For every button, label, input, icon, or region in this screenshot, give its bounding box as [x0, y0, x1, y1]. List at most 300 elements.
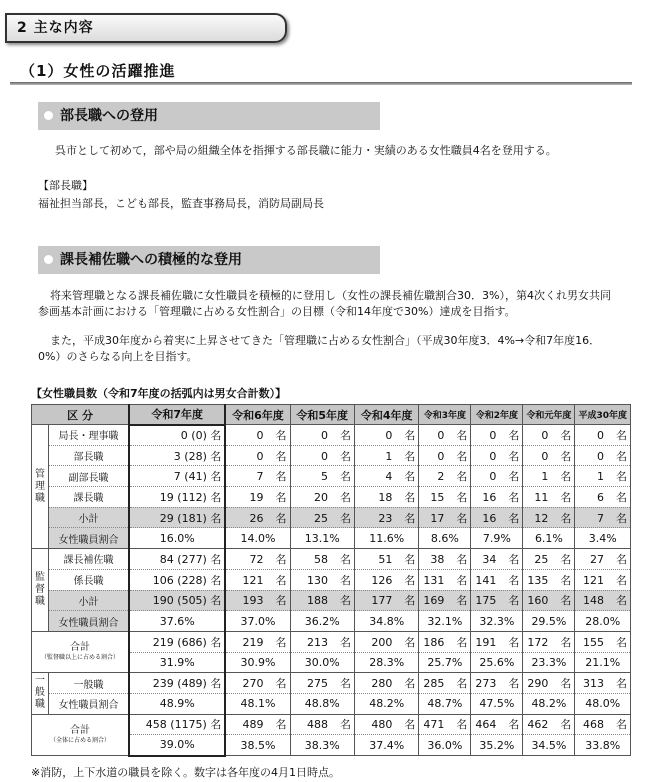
unit-text: 名 — [508, 594, 520, 608]
unit-text: 名 — [508, 428, 520, 442]
row-label: 課長補佐職 — [49, 549, 130, 570]
unit-text: 名 — [404, 490, 416, 504]
unit-text: 名 — [508, 573, 520, 587]
ratio-cell: 36.0% — [419, 735, 471, 756]
group-label: 一 般 職 — [32, 673, 49, 714]
table-header: 令和2年度 — [471, 405, 523, 425]
value-cell — [471, 507, 523, 528]
value-cell — [354, 445, 418, 466]
subsection-underline — [10, 82, 632, 85]
value-cell — [471, 569, 523, 590]
ratio-cell: 48.9% — [129, 693, 225, 714]
unit-text: 名 — [616, 428, 627, 442]
unit-text: 名 — [456, 677, 468, 691]
value-text: 58 — [313, 552, 328, 566]
value-text: 16 — [482, 490, 497, 504]
value-text: 464 — [475, 718, 497, 732]
value-cell — [354, 569, 418, 590]
value-text: 458 (1175) — [145, 718, 207, 732]
value-text: 200 — [371, 635, 393, 649]
unit-text: 名 — [508, 470, 520, 484]
row-label — [32, 631, 130, 672]
value-cell — [419, 549, 471, 570]
unit-text: 名 — [275, 449, 287, 463]
value-text: 1 — [541, 470, 549, 484]
row-label: 女性職員割合 — [49, 693, 130, 714]
value-text: 0 — [437, 428, 445, 442]
unit-text: 名 — [206, 594, 222, 608]
unit-text: 名 — [508, 490, 520, 504]
value-cell — [129, 569, 225, 590]
table-header: 令和5年度 — [290, 405, 354, 425]
ratio-cell: 25.7% — [419, 652, 471, 673]
table-row — [32, 507, 631, 528]
value-cell — [471, 714, 523, 735]
value-text: 1 — [385, 449, 393, 463]
value-text: 23 — [378, 511, 393, 525]
group-label: 管 理 職 — [32, 425, 49, 549]
unit-text: 名 — [616, 573, 627, 587]
unit-text: 名 — [456, 449, 468, 463]
paragraph-2: 将来管理職となる課長補佐職に女性職員を積極的に登用し（女性の課長補佐職割合30．3%），第4次くれ男女共同参画基本計画における「管理職に占める女性割合」の目標（令和14年度で30%）達成を目指す。 — [38, 289, 611, 318]
group-label: 監 督 職 — [32, 549, 49, 632]
value-text: 7 — [256, 470, 264, 484]
value-cell — [523, 466, 575, 487]
value-cell — [471, 425, 523, 446]
value-cell — [129, 549, 225, 570]
table-row — [32, 549, 631, 570]
unit-text: 名 — [339, 573, 351, 587]
value-text: 15 — [430, 490, 445, 504]
value-text: 29 (181) — [159, 511, 207, 525]
value-cell — [419, 569, 471, 590]
value-text: 141 — [475, 573, 497, 587]
table-header: 令和6年度 — [225, 405, 290, 425]
value-text: 155 — [583, 635, 604, 649]
value-text: 0 — [320, 449, 328, 463]
ratio-cell: 8.6% — [419, 528, 471, 549]
value-text: 3 (28) — [173, 449, 207, 463]
unit-text: 名 — [275, 718, 287, 732]
unit-text: 名 — [616, 490, 627, 504]
unit-text: 名 — [339, 470, 351, 484]
ratio-cell: 48.7% — [419, 693, 471, 714]
unit-text: 名 — [275, 594, 287, 608]
table-header: 令和元年度 — [523, 405, 575, 425]
value-text: 0 (0) — [180, 429, 207, 443]
unit-text: 名 — [339, 552, 351, 566]
value-text: 11 — [534, 490, 549, 504]
unit-text: 名 — [560, 573, 572, 587]
value-cell — [471, 466, 523, 487]
value-cell — [225, 549, 290, 570]
row-label: 小計 — [49, 507, 130, 528]
unit-text: 名 — [616, 718, 627, 732]
unit-text: 名 — [456, 573, 468, 587]
value-text: 25 — [313, 511, 328, 525]
ratio-cell: 28.3% — [354, 652, 418, 673]
unit-text: 名 — [206, 573, 222, 587]
value-cell — [354, 673, 418, 694]
value-text: 285 — [423, 677, 445, 691]
value-text: 177 — [371, 594, 393, 608]
unit-text: 名 — [404, 635, 416, 649]
row-label: 副部長職 — [49, 466, 130, 487]
unit-text: 名 — [560, 552, 572, 566]
ratio-cell: 32.1% — [419, 611, 471, 632]
unit-text: 名 — [560, 594, 572, 608]
unit-text: 名 — [456, 428, 468, 442]
value-text: 280 — [371, 677, 393, 691]
value-text: 4 — [385, 470, 393, 484]
value-text: 191 — [475, 635, 497, 649]
ratio-cell: 31.9% — [129, 652, 225, 673]
value-text: 213 — [306, 635, 328, 649]
value-cell — [225, 673, 290, 694]
unit-text: 名 — [616, 470, 627, 484]
unit-text: 名 — [404, 511, 416, 525]
unit-text: 名 — [508, 635, 520, 649]
ratio-cell: 48.2% — [354, 693, 418, 714]
unit-text: 名 — [339, 428, 351, 442]
value-cell — [354, 425, 418, 446]
value-text: 188 — [306, 594, 328, 608]
value-cell — [225, 569, 290, 590]
table-row — [32, 425, 631, 446]
unit-text: 名 — [560, 470, 572, 484]
unit-text: 名 — [456, 594, 468, 608]
unit-text: 名 — [206, 490, 222, 504]
unit-text: 名 — [404, 677, 416, 691]
table-header: 令和3年度 — [419, 405, 471, 425]
unit-text: 名 — [616, 677, 627, 691]
ratio-cell: 34.5% — [523, 735, 575, 756]
unit-text: 名 — [560, 428, 572, 442]
value-text: 0 — [541, 428, 549, 442]
value-text: 20 — [313, 490, 328, 504]
ratio-cell: 21.1% — [575, 652, 631, 673]
value-text: 190 (505) — [152, 594, 207, 608]
value-text: 0 — [320, 428, 328, 442]
unit-text: 名 — [275, 635, 287, 649]
table-header: 令和4年度 — [354, 405, 418, 425]
unit-text: 名 — [456, 511, 468, 525]
value-cell — [129, 487, 225, 508]
value-cell — [290, 673, 354, 694]
value-text: 131 — [423, 573, 445, 587]
bullet-icon — [44, 255, 53, 264]
value-cell — [354, 466, 418, 487]
value-text: 0 — [489, 449, 497, 463]
ratio-cell: 23.3% — [523, 652, 575, 673]
value-text: 25 — [534, 552, 549, 566]
value-text: 16 — [482, 511, 497, 525]
ratio-cell: 36.2% — [290, 611, 354, 632]
value-text: 193 — [242, 594, 264, 608]
value-cell — [354, 507, 418, 528]
unit-text: 名 — [404, 718, 416, 732]
unit-text: 名 — [206, 677, 222, 691]
value-cell — [354, 590, 418, 611]
value-text: 169 — [423, 594, 445, 608]
unit-text: 名 — [206, 718, 222, 732]
value-cell — [225, 507, 290, 528]
table-row — [32, 631, 631, 652]
ratio-cell: 13.1% — [290, 528, 354, 549]
value-text: 0 — [256, 449, 264, 463]
ratio-cell: 32.3% — [471, 611, 523, 632]
value-text: 0 — [489, 428, 497, 442]
value-cell — [523, 487, 575, 508]
unit-text: 名 — [616, 552, 627, 566]
value-cell — [354, 631, 418, 652]
unit-text: 名 — [456, 635, 468, 649]
unit-text: 名 — [206, 511, 222, 525]
value-cell — [523, 631, 575, 652]
ratio-cell: 33.8% — [575, 735, 631, 756]
bar-heading-2 — [38, 246, 380, 274]
value-cell — [290, 445, 354, 466]
unit-text: 名 — [275, 677, 287, 691]
value-cell — [290, 569, 354, 590]
unit-text: 名 — [206, 552, 222, 566]
value-cell — [290, 466, 354, 487]
row-sublabel: （監督職以上に占める割合） — [41, 654, 120, 662]
unit-text: 名 — [560, 511, 572, 525]
unit-text: 名 — [339, 594, 351, 608]
post-label: 【部長職】 — [38, 179, 93, 192]
ratio-cell: 30.9% — [225, 652, 290, 673]
unit-text: 名 — [560, 635, 572, 649]
ratio-cell: 38.5% — [225, 735, 290, 756]
unit-text: 名 — [275, 511, 287, 525]
value-cell — [523, 425, 575, 446]
value-cell — [471, 631, 523, 652]
value-cell — [575, 507, 631, 528]
value-text: 0 — [385, 428, 393, 442]
value-text: 19 — [249, 490, 264, 504]
ratio-cell: 14.0% — [225, 528, 290, 549]
value-text: 468 — [583, 718, 604, 732]
value-text: 18 — [378, 490, 393, 504]
value-cell — [575, 487, 631, 508]
paragraph-1: 呉市として初めて，部や局の組織全体を指揮する部長職に能力・実績のある女性職員4名を登用する。 — [55, 144, 557, 157]
value-text: 72 — [249, 552, 264, 566]
unit-text: 名 — [456, 718, 468, 732]
unit-text: 名 — [560, 677, 572, 691]
value-text: 219 — [242, 635, 264, 649]
value-cell — [523, 590, 575, 611]
value-text: 489 — [242, 718, 264, 732]
value-cell — [419, 673, 471, 694]
unit-text: 名 — [508, 449, 520, 463]
value-cell — [354, 714, 418, 735]
value-cell — [129, 714, 225, 735]
value-text: 106 (228) — [152, 573, 207, 587]
value-cell — [419, 466, 471, 487]
value-cell — [290, 590, 354, 611]
value-text: 17 — [430, 511, 445, 525]
value-cell — [129, 425, 225, 446]
value-text: 121 — [242, 573, 264, 587]
table-header: 令和7年度 — [129, 405, 225, 425]
value-text: 7 — [597, 511, 604, 525]
unit-text: 名 — [560, 449, 572, 463]
footnote: ※消防，上下水道の職員を除く。数字は各年度の4月1日時点。 — [31, 766, 340, 779]
unit-text: 名 — [339, 490, 351, 504]
unit-text: 名 — [404, 470, 416, 484]
unit-text: 名 — [206, 449, 222, 463]
bullet-icon — [44, 111, 53, 120]
value-cell — [225, 487, 290, 508]
unit-text: 名 — [616, 594, 627, 608]
value-cell — [225, 631, 290, 652]
value-cell — [129, 445, 225, 466]
unit-text: 名 — [339, 511, 351, 525]
value-cell — [471, 590, 523, 611]
value-cell — [575, 549, 631, 570]
value-cell — [523, 714, 575, 735]
value-cell — [225, 714, 290, 735]
row-label — [32, 714, 130, 755]
value-text: 2 — [437, 470, 445, 484]
value-text: 1 — [597, 470, 604, 484]
unit-text: 名 — [456, 470, 468, 484]
value-text: 135 — [527, 573, 549, 587]
ratio-cell: 37.4% — [354, 735, 418, 756]
value-text: 239 (489) — [152, 677, 207, 691]
value-text: 12 — [534, 511, 549, 525]
ratio-cell: 37.6% — [129, 611, 225, 632]
value-text: 26 — [249, 511, 264, 525]
ratio-cell: 11.6% — [354, 528, 418, 549]
value-cell — [290, 549, 354, 570]
value-text: 0 — [541, 449, 549, 463]
unit-text: 名 — [275, 573, 287, 587]
unit-text: 名 — [404, 428, 416, 442]
value-text: 27 — [590, 552, 604, 566]
value-cell — [575, 590, 631, 611]
table-row — [32, 693, 631, 714]
table-row — [32, 528, 631, 549]
unit-text: 名 — [560, 490, 572, 504]
unit-text: 名 — [275, 552, 287, 566]
value-text: 38 — [430, 552, 445, 566]
value-cell — [290, 714, 354, 735]
value-cell — [290, 507, 354, 528]
value-cell — [225, 590, 290, 611]
value-text: 19 (112) — [159, 490, 207, 504]
table-header: 区 分 — [32, 405, 130, 425]
value-cell — [129, 466, 225, 487]
table-row — [32, 611, 631, 632]
value-text: 51 — [378, 552, 393, 566]
unit-text: 名 — [206, 429, 222, 443]
value-text: 148 — [583, 594, 604, 608]
value-text: 160 — [527, 594, 549, 608]
table-row — [32, 590, 631, 611]
ratio-cell: 29.5% — [523, 611, 575, 632]
staff-table — [31, 404, 631, 757]
table-row — [32, 487, 631, 508]
value-text: 0 — [256, 428, 264, 442]
value-cell — [129, 590, 225, 611]
unit-text: 名 — [616, 449, 627, 463]
row-label: 女性職員割合 — [49, 528, 130, 549]
value-cell — [354, 487, 418, 508]
table-row — [32, 714, 631, 735]
value-cell — [575, 569, 631, 590]
value-text: 275 — [306, 677, 328, 691]
bar-heading-1 — [38, 102, 380, 130]
unit-text: 名 — [508, 718, 520, 732]
value-text: 126 — [371, 573, 393, 587]
ratio-cell: 7.9% — [471, 528, 523, 549]
row-label-text: 合計 — [70, 642, 91, 654]
unit-text: 名 — [404, 594, 416, 608]
table-row — [32, 673, 631, 694]
unit-text: 名 — [275, 470, 287, 484]
value-text: 270 — [242, 677, 264, 691]
unit-text: 名 — [275, 428, 287, 442]
value-cell — [523, 673, 575, 694]
value-cell — [575, 673, 631, 694]
unit-text: 名 — [339, 635, 351, 649]
value-cell — [575, 425, 631, 446]
value-cell — [419, 487, 471, 508]
value-cell — [354, 549, 418, 570]
value-cell — [419, 714, 471, 735]
value-cell — [471, 487, 523, 508]
ratio-cell: 16.0% — [129, 528, 225, 549]
value-cell — [129, 631, 225, 652]
ratio-cell: 48.8% — [290, 693, 354, 714]
unit-text: 名 — [339, 677, 351, 691]
value-text: 186 — [423, 635, 445, 649]
value-cell — [471, 445, 523, 466]
row-label: 一般職 — [49, 673, 130, 694]
value-cell — [419, 631, 471, 652]
value-text: 290 — [527, 677, 549, 691]
value-cell — [575, 445, 631, 466]
value-text: 34 — [482, 552, 497, 566]
unit-text: 名 — [206, 635, 222, 649]
unit-text: 名 — [275, 490, 287, 504]
value-cell — [523, 507, 575, 528]
value-cell — [290, 487, 354, 508]
value-cell — [575, 714, 631, 735]
ratio-cell: 48.0% — [575, 693, 631, 714]
ratio-cell: 34.8% — [354, 611, 418, 632]
row-label-text: 合計 — [70, 724, 91, 736]
ratio-cell: 30.0% — [290, 652, 354, 673]
value-cell — [419, 425, 471, 446]
value-cell — [290, 425, 354, 446]
paragraph-3: また，平成30年度から着実に上昇させてきた「管理職に占める女性割合」（平成30年度3．4%→令和7年度16．0%）のさらなる向上を目指す。 — [38, 334, 601, 363]
unit-text: 名 — [456, 552, 468, 566]
value-text: 488 — [306, 718, 328, 732]
ratio-cell: 39.0% — [129, 735, 225, 756]
value-text: 471 — [423, 718, 445, 732]
value-cell — [523, 445, 575, 466]
value-text: 462 — [527, 718, 549, 732]
row-label: 小計 — [49, 590, 130, 611]
ratio-cell: 35.2% — [471, 735, 523, 756]
value-cell — [575, 631, 631, 652]
section-heading: 2 主な内容 — [5, 13, 287, 43]
subsection-heading: （1）女性の活躍推進 — [20, 62, 176, 80]
value-text: 130 — [306, 573, 328, 587]
